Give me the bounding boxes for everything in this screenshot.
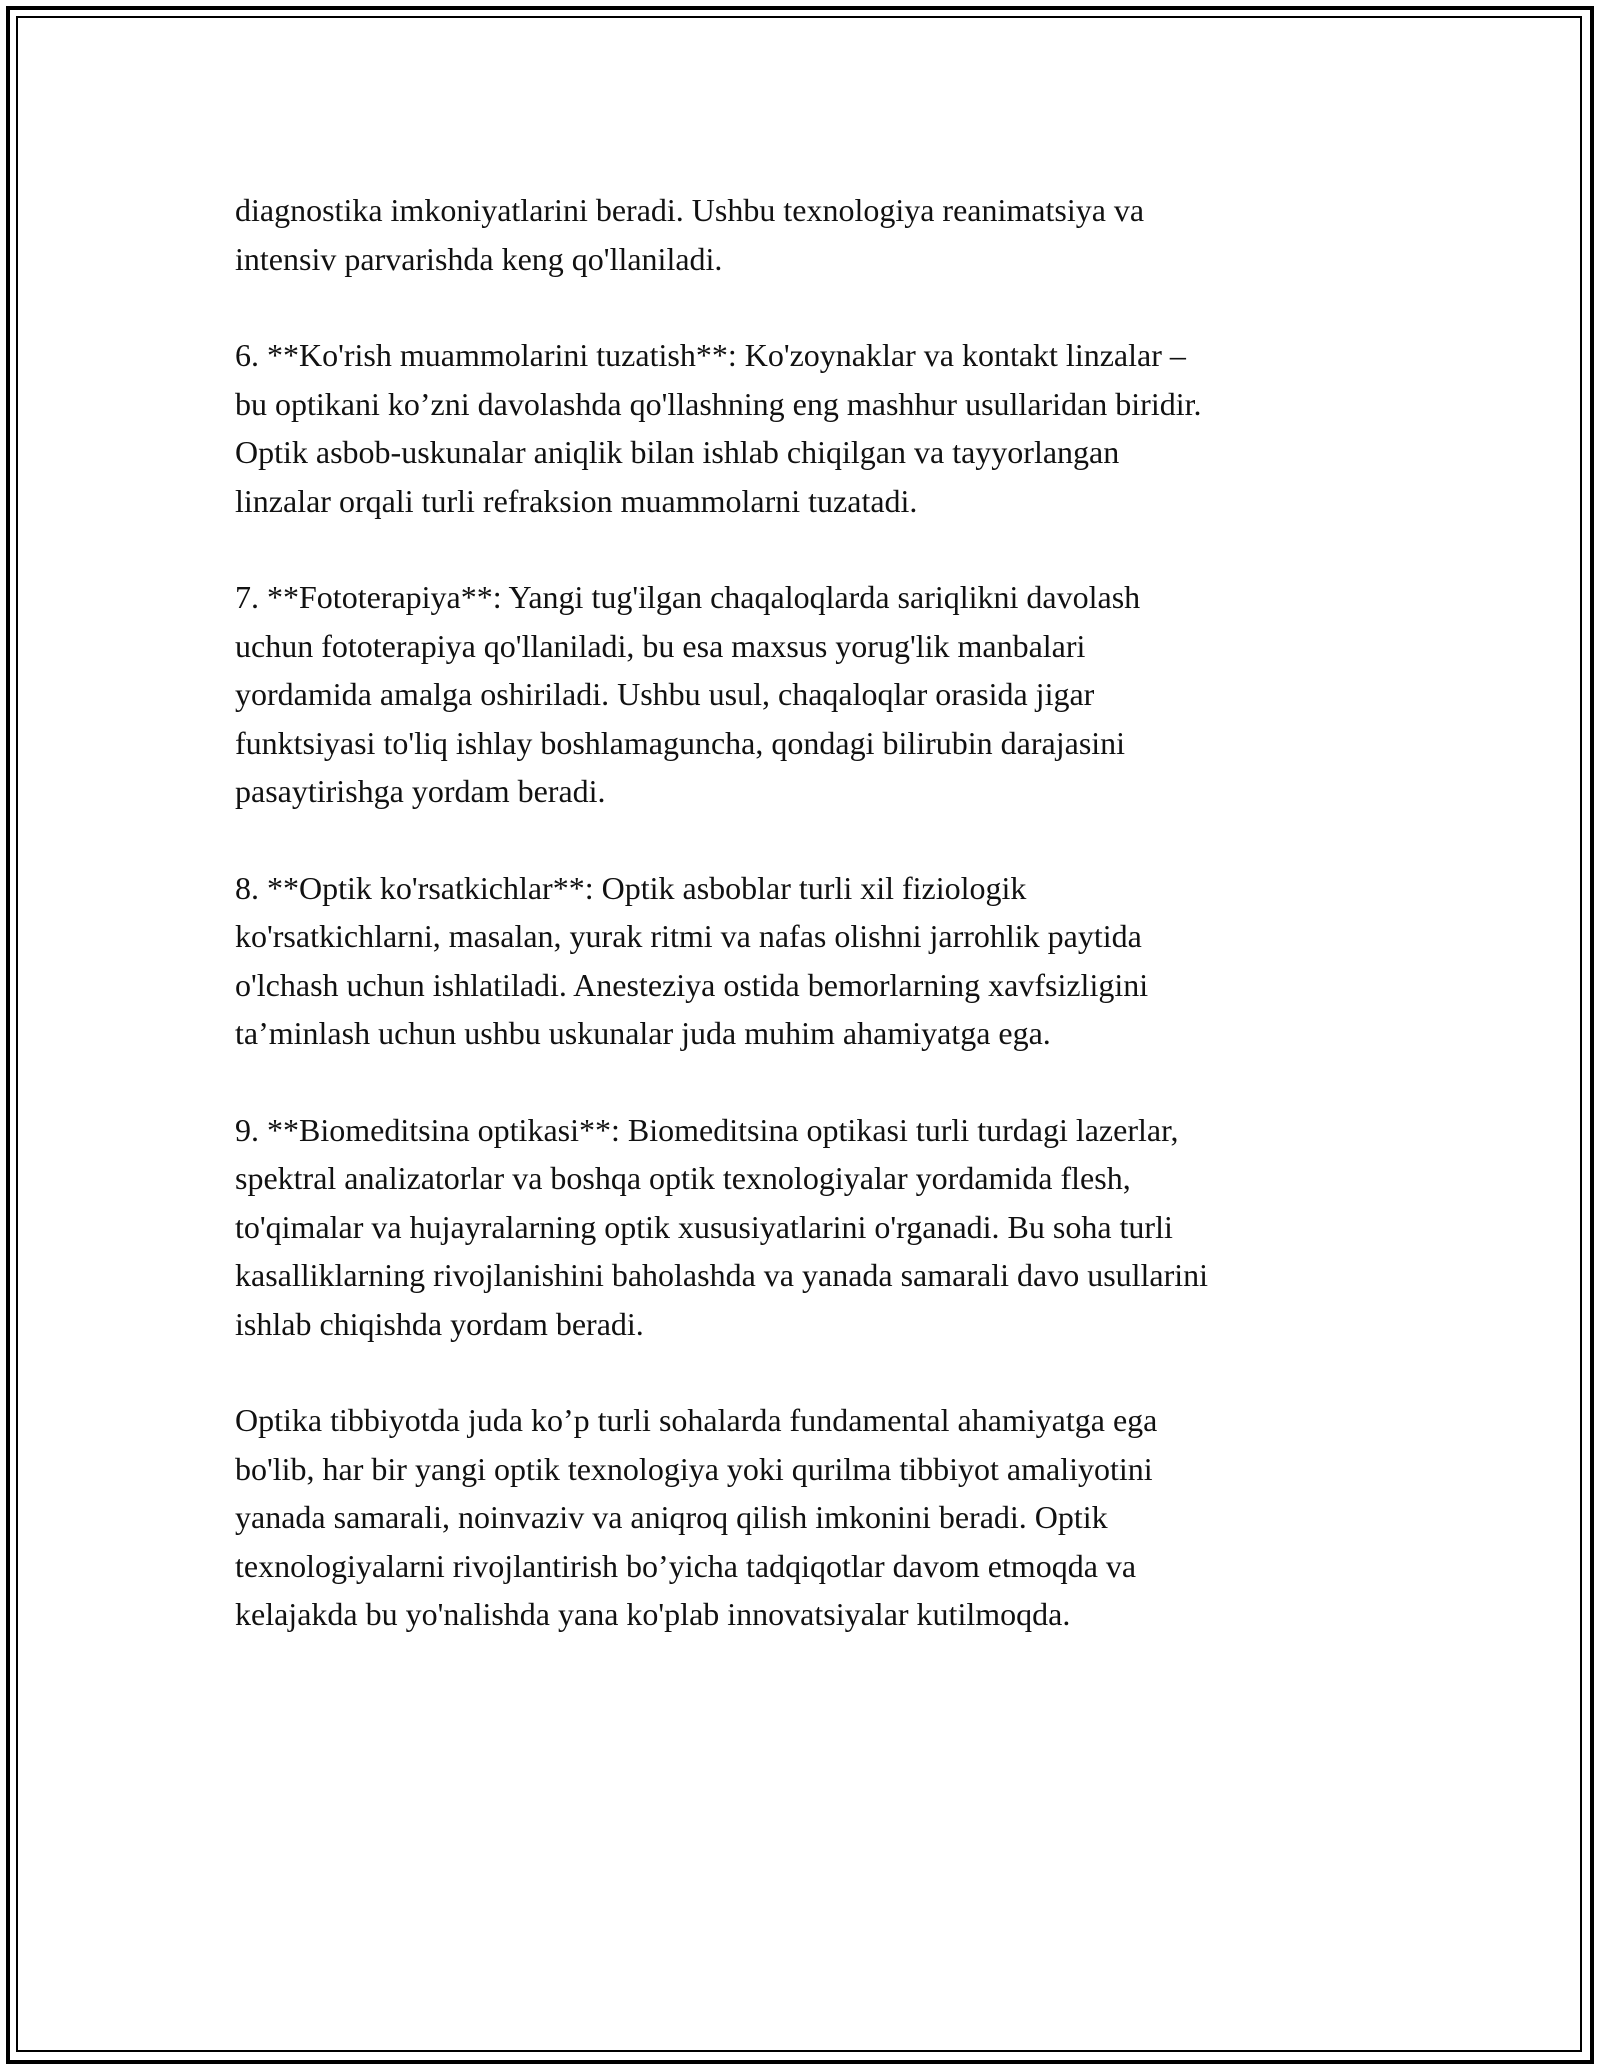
paragraph-item-8: 8. **Optik ko'rsatkichlar**: Optik asboblar turli xil fiziologik ko'rsatkichlarni, masalan, yurak ritmi va nafas olishni jarrohlik paytida o'lchash uchun ishlatiladi. Anesteziya ostida bemorlarning xavfsizligini ta’minlash uchun ushbu uskunalar juda muhim ahamiyatga ega.: [235, 869, 1149, 1051]
paragraph-item-9: 9. **Biomeditsina optikasi**: Biomeditsina optikasi turli turdagi lazerlar, spektral analizatorlar va boshqa optik texnologiyalar yordamida flesh, to'qimalar va hujayralarning optik xususiyatlarini o'rganadi. Bu soha turli kasalliklarning rivojlanishini baholashda va yanada samarali davo usullarini ishlab chiqishda yordam beradi.: [235, 1111, 1209, 1342]
paragraph-intro-continuation: diagnostika imkoniyatlarini beradi. Ushbu texnologiya reanimatsiya va intensiv parvarishda keng qo'llaniladi.: [235, 192, 1145, 277]
paragraph-conclusion: Optika tibbiyotda juda ko’p turli sohalarda fundamental ahamiyatga ega bo'lib, har bir yangi optik texnologiya yoki qurilma tibbiyot amaliyotini yanada samarali, noinvaziv va aniqroq qilish imkonini beradi. Optik texnologiyalarni rivojlantirish bo’yicha tadqiqotlar davom etmoqda va kelajakda bu yo'nalishda yana ko'plab innovatsiyalar kutilmoqda.: [235, 1402, 1158, 1632]
paragraph-item-7: 7. **Fototerapiya**: Yangi tug'ilgan chaqaloqlarda sariqlikni davolash uchun fototerapiya qo'llaniladi, bu esa maxsus yorug'lik manbalari yordamida amalga oshiriladi. Ushbu usul, chaqaloqlar orasida jigar funktsiyasi to'liq ishlay boshlamaguncha, qondagi bilirubin darajasini pasaytirishga yordam beradi.: [235, 579, 1141, 809]
paragraph-item-6: 6. **Ko'rish muammolarini tuzatish**: Ko'zoynaklar va kontakt linzalar – bu optikani ko’zni davolashda qo'llashning eng mashhur usullaridan biridir. Optik asbob-uskunalar aniqlik bilan ishlab chiqilgan va tayyorlangan linzalar orqali turli refraksion muammolarni tuzatadi.: [235, 337, 1202, 519]
document-body: [235, 186, 1365, 1687]
